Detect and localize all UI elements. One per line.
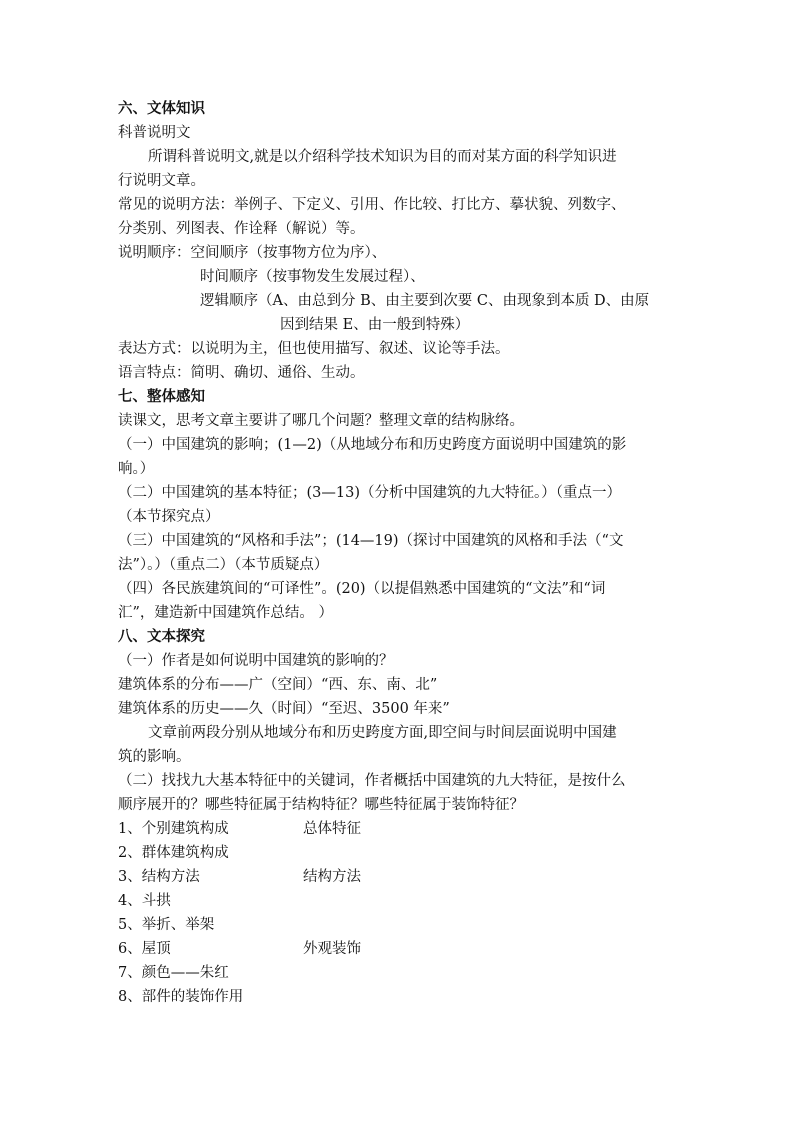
question-1-paragraph-line-2: 筑的影响。: [118, 749, 191, 765]
methods-line-1: 常见的说明方法：举例子、下定义、引用、作比较、打比方、摹状貌、列数字、: [118, 197, 626, 213]
order-line-2: 时间顺序（按事物发生发展过程）、: [200, 269, 425, 285]
question-1: （一）作者是如何说明中国建筑的影响的？: [118, 653, 394, 669]
feature-label: 8、部件的装饰作用: [118, 989, 244, 1005]
feature-category: 结构方法: [303, 869, 361, 885]
structure-item-1-line-1: （一）中国建筑的影响；(1—2)（从地域分布和历史跨度方面说明中国建筑的影: [118, 437, 627, 453]
section-six-subtitle: 科普说明文: [118, 125, 191, 141]
feature-label: 4、斗拱: [118, 893, 171, 909]
question-1-answer-2: 建筑体系的历史——久（时间）“至迟、3500 年来”: [118, 701, 450, 717]
feature-category: 总体特征: [303, 821, 361, 837]
document-page: [118, 97, 688, 1009]
feature-label: 6、屋顶: [118, 941, 171, 957]
feature-list-item: [118, 913, 688, 937]
feature-label: 1、个别建筑构成: [118, 821, 229, 837]
structure-item-3-line-1: （三）中国建筑的“风格和手法”；(14—19)（探讨中国建筑的风格和手法（“文: [118, 533, 624, 549]
definition-paragraph-line-1: 所谓科普说明文,就是以介绍科学技术知识为目的而对某方面的科学知识进: [148, 149, 617, 165]
section-seven-intro: 读课文，思考文章主要讲了哪几个问题？整理文章的结构脉络。: [118, 413, 524, 429]
feature-label: 5、举折、举架: [118, 917, 215, 933]
definition-paragraph-line-2: 行说明文章。: [118, 173, 205, 189]
feature-label: 2、群体建筑构成: [118, 845, 229, 861]
feature-list-item: [118, 817, 688, 841]
structure-item-4-line-1: （四）各民族建筑间的“可译性”。(20)（以提倡熟悉中国建筑的“文法”和“词: [118, 581, 606, 597]
order-line-3: 逻辑顺序（A、由总到分 B、由主要到次要 C、由现象到本质 D、由原: [200, 293, 650, 309]
question-1-paragraph-line-1: 文章前两段分别从地域分布和历史跨度方面,即空间与时间层面说明中国建: [148, 725, 617, 741]
feature-label: 7、颜色——朱红: [118, 965, 229, 981]
feature-list-item: [118, 865, 688, 889]
question-2-line-1: （二）找找九大基本特征中的关键词，作者概括中国建筑的九大特征，是按什么: [118, 773, 626, 789]
structure-item-1-line-2: 响。）: [118, 461, 155, 477]
structure-item-4-line-2: 汇”，建造新中国建筑作总结。 ）: [118, 605, 334, 621]
section-eight-heading: 八、文本探究: [118, 628, 205, 645]
language-line: 语言特点：简明、确切、通俗、生动。: [118, 365, 365, 381]
question-2-line-2: 顺序展开的？哪些特征属于结构特征？哪些特征属于装饰特征？: [118, 797, 524, 813]
structure-item-2-line-1: （二）中国建筑的基本特征；(3—13)（分析中国建筑的九大特征。）（重点一）: [118, 485, 621, 501]
feature-category: 外观装饰: [303, 941, 361, 957]
structure-item-2-line-2: （本节探究点）: [118, 509, 220, 525]
question-1-answer-1: 建筑体系的分布——广（空间）“西、东、南、北”: [118, 677, 438, 693]
feature-list-item: [118, 841, 688, 865]
section-seven-heading: 七、整体感知: [118, 388, 205, 405]
order-line-4: 因到结果 E、由一般到特殊）: [280, 317, 470, 333]
section-six-heading: 六、文体知识: [118, 100, 205, 117]
order-line-1: 说明顺序：空间顺序（按事物方位为序）、: [118, 245, 387, 261]
feature-list-item: [118, 961, 688, 985]
feature-label: 3、结构方法: [118, 869, 200, 885]
expression-line: 表达方式：以说明为主，但也使用描写、叙述、议论等手法。: [118, 341, 510, 357]
feature-list-item: [118, 937, 688, 961]
methods-line-2: 分类别、列图表、作诠释（解说）等。: [118, 221, 365, 237]
feature-list-item: [118, 889, 688, 913]
structure-item-3-line-2: 法”）。）（重点二）（本节质疑点）: [118, 557, 329, 573]
feature-list-item: [118, 985, 688, 1009]
